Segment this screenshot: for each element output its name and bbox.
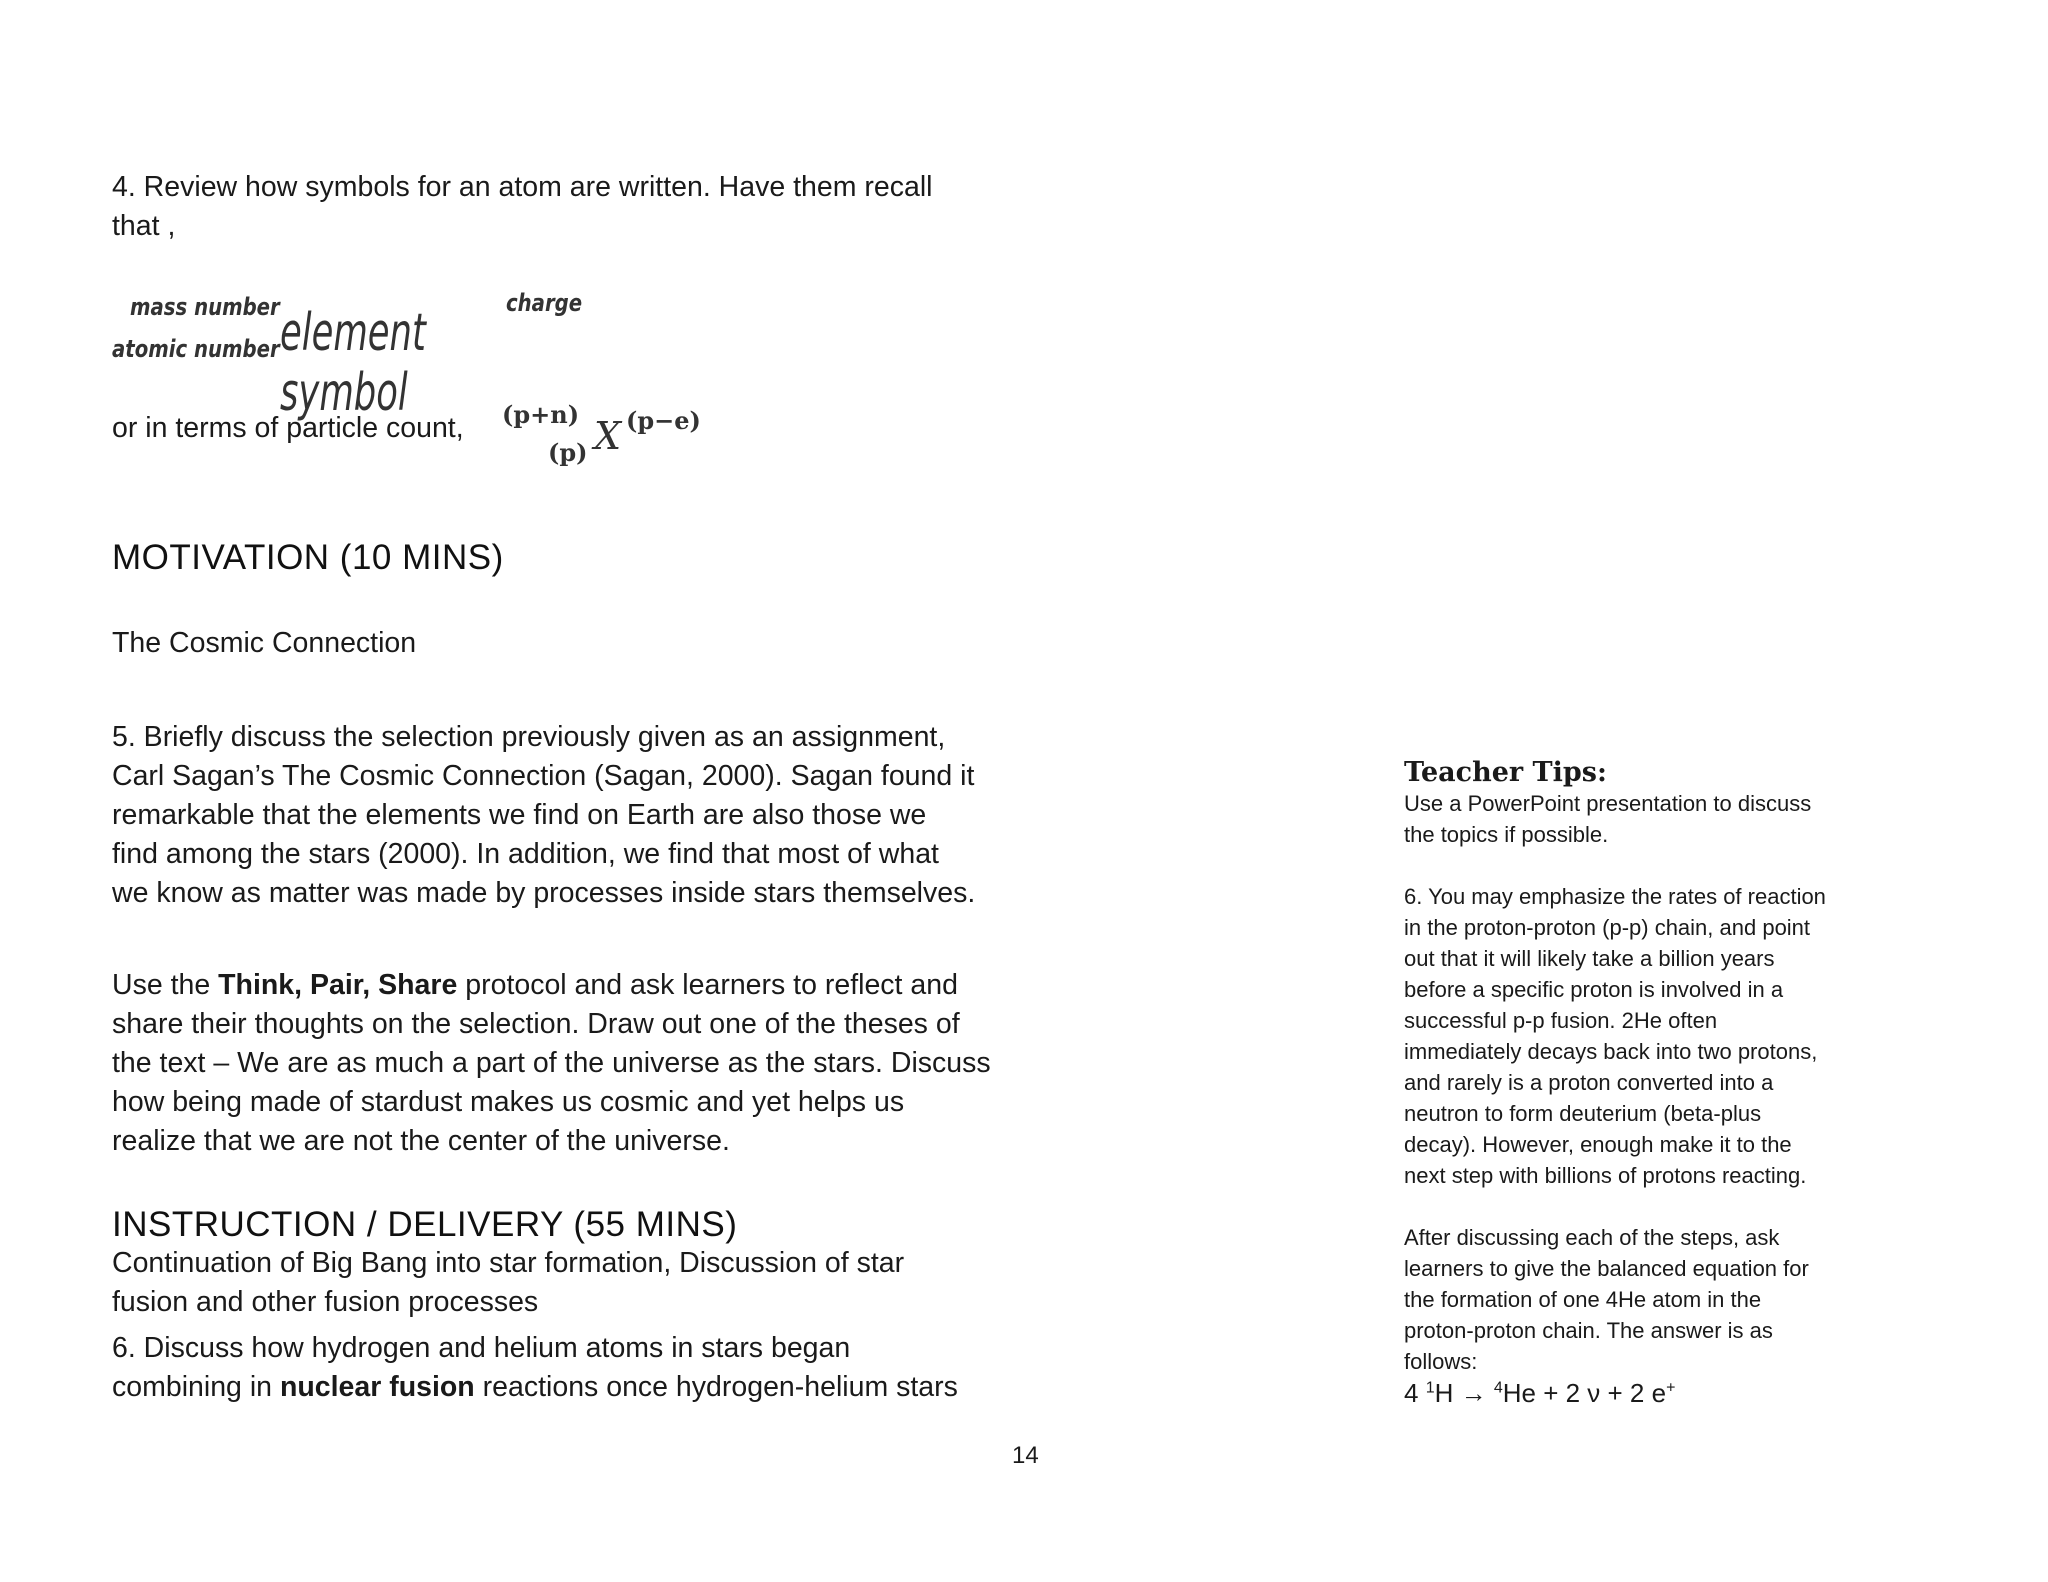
mass-number-label: mass number	[130, 293, 280, 321]
tip-line: 6. You may emphasize the rates of reaction	[1404, 884, 1826, 909]
teacher-tips-title: Teacher Tips:	[1404, 757, 1607, 788]
tip-line: follows:	[1404, 1349, 1478, 1374]
think-pre: Use the	[112, 969, 219, 1001]
tip-line: out that it will likely take a billion years	[1404, 946, 1775, 971]
tip-line: Use a PowerPoint presentation to discuss	[1404, 791, 1812, 816]
particle-count-text: or in terms of particle count,	[112, 412, 464, 444]
formula-charge-part: (p−e)	[626, 406, 701, 435]
think-pair-share-bold: Think, Pair, Share	[218, 969, 458, 1001]
tip-line: After discussing each of the steps, ask	[1404, 1225, 1780, 1250]
eq-hydrogen: H →	[1434, 1378, 1494, 1408]
tip-line: proton-proton chain. The answer is as	[1404, 1318, 1773, 1343]
tip-line: next step with billions of protons reacting.	[1404, 1163, 1807, 1188]
tip-line: decay). However, enough make it to the	[1404, 1132, 1792, 1157]
particle-count-formula	[502, 398, 732, 478]
eq-sup-positron: +	[1666, 1379, 1676, 1397]
think-post: protocol and ask learners to reflect and	[457, 969, 958, 1001]
tip-line: before a specific proton is involved in a	[1404, 977, 1784, 1002]
formula-mass-part: (p+n)	[502, 400, 580, 429]
item4-line1: 4. Review how symbols for an atom are written. Have them recall	[112, 171, 933, 203]
instruction-subtitle-line1: Continuation of Big Bang into star formation, Discussion of star	[112, 1247, 905, 1279]
item4-line2: that ,	[112, 210, 176, 242]
instruction-heading: INSTRUCTION / DELIVERY (55 MINS)	[112, 1205, 738, 1244]
eq-coef: 4	[1404, 1378, 1426, 1408]
motivation-heading: MOTIVATION (10 MINS)	[112, 538, 504, 577]
think-line: realize that we are not the center of the universe.	[112, 1125, 730, 1157]
item5-line: remarkable that the elements we find on Earth are also those we	[112, 799, 927, 831]
eq-sup-mass-1: 1	[1425, 1379, 1435, 1397]
formula-proton-part: (p)	[548, 438, 588, 467]
eq-products: He + 2 ν + 2 e	[1502, 1378, 1667, 1408]
charge-label: charge	[506, 289, 583, 317]
item6-line2	[112, 1368, 958, 1407]
tip-line: successful p-p fusion. 2He often	[1404, 1008, 1718, 1033]
tip-line: the formation of one 4He atom in the	[1404, 1287, 1762, 1312]
page-number: 14	[1012, 1442, 1039, 1469]
item6-post: reactions once hydrogen-helium stars	[474, 1371, 958, 1403]
tip-line: and rarely is a proton converted into a	[1404, 1070, 1774, 1095]
atomic-number-label: atomic number	[112, 335, 280, 363]
motivation-subtitle: The Cosmic Connection	[112, 627, 417, 659]
think-line: how being made of stardust makes us cosmic and yet helps us	[112, 1086, 905, 1118]
element-symbol-label: element symbol	[280, 303, 426, 423]
tip-line: learners to give the balanced equation for	[1404, 1256, 1809, 1281]
item5-line: Carl Sagan’s The Cosmic Connection (Sagan, 2000). Sagan found it	[112, 760, 975, 792]
item5-line: find among the stars (2000). In addition, we find that most of what	[112, 838, 939, 870]
tip-line: the topics if possible.	[1404, 822, 1609, 847]
nuclear-fusion-bold: nuclear fusion	[279, 1371, 475, 1403]
item6-pre: combining in	[112, 1371, 280, 1403]
formula-symbol: X	[594, 414, 622, 458]
eq-sup-mass-4: 4	[1493, 1379, 1503, 1397]
think-line: the text – We are as much a part of the universe as the stars. Discuss	[112, 1047, 991, 1079]
item5-line: 5. Briefly discuss the selection previously given as an assignment,	[112, 721, 946, 753]
item5-line: we know as matter was made by processes inside stars themselves.	[112, 877, 976, 909]
think-line: share their thoughts on the selection. Draw out one of the theses of	[112, 1008, 960, 1040]
instruction-subtitle-line2: fusion and other fusion processes	[112, 1286, 539, 1318]
think-pair-share-line	[112, 966, 958, 1005]
tip-line: neutron to form deuterium (beta-plus	[1404, 1101, 1762, 1126]
fusion-equation	[1404, 1378, 1675, 1409]
tip-line: immediately decays back into two protons,	[1404, 1039, 1818, 1064]
tip-line: in the proton-proton (p-p) chain, and point	[1404, 915, 1811, 940]
item6-line1: 6. Discuss how hydrogen and helium atoms in stars began	[112, 1332, 851, 1364]
